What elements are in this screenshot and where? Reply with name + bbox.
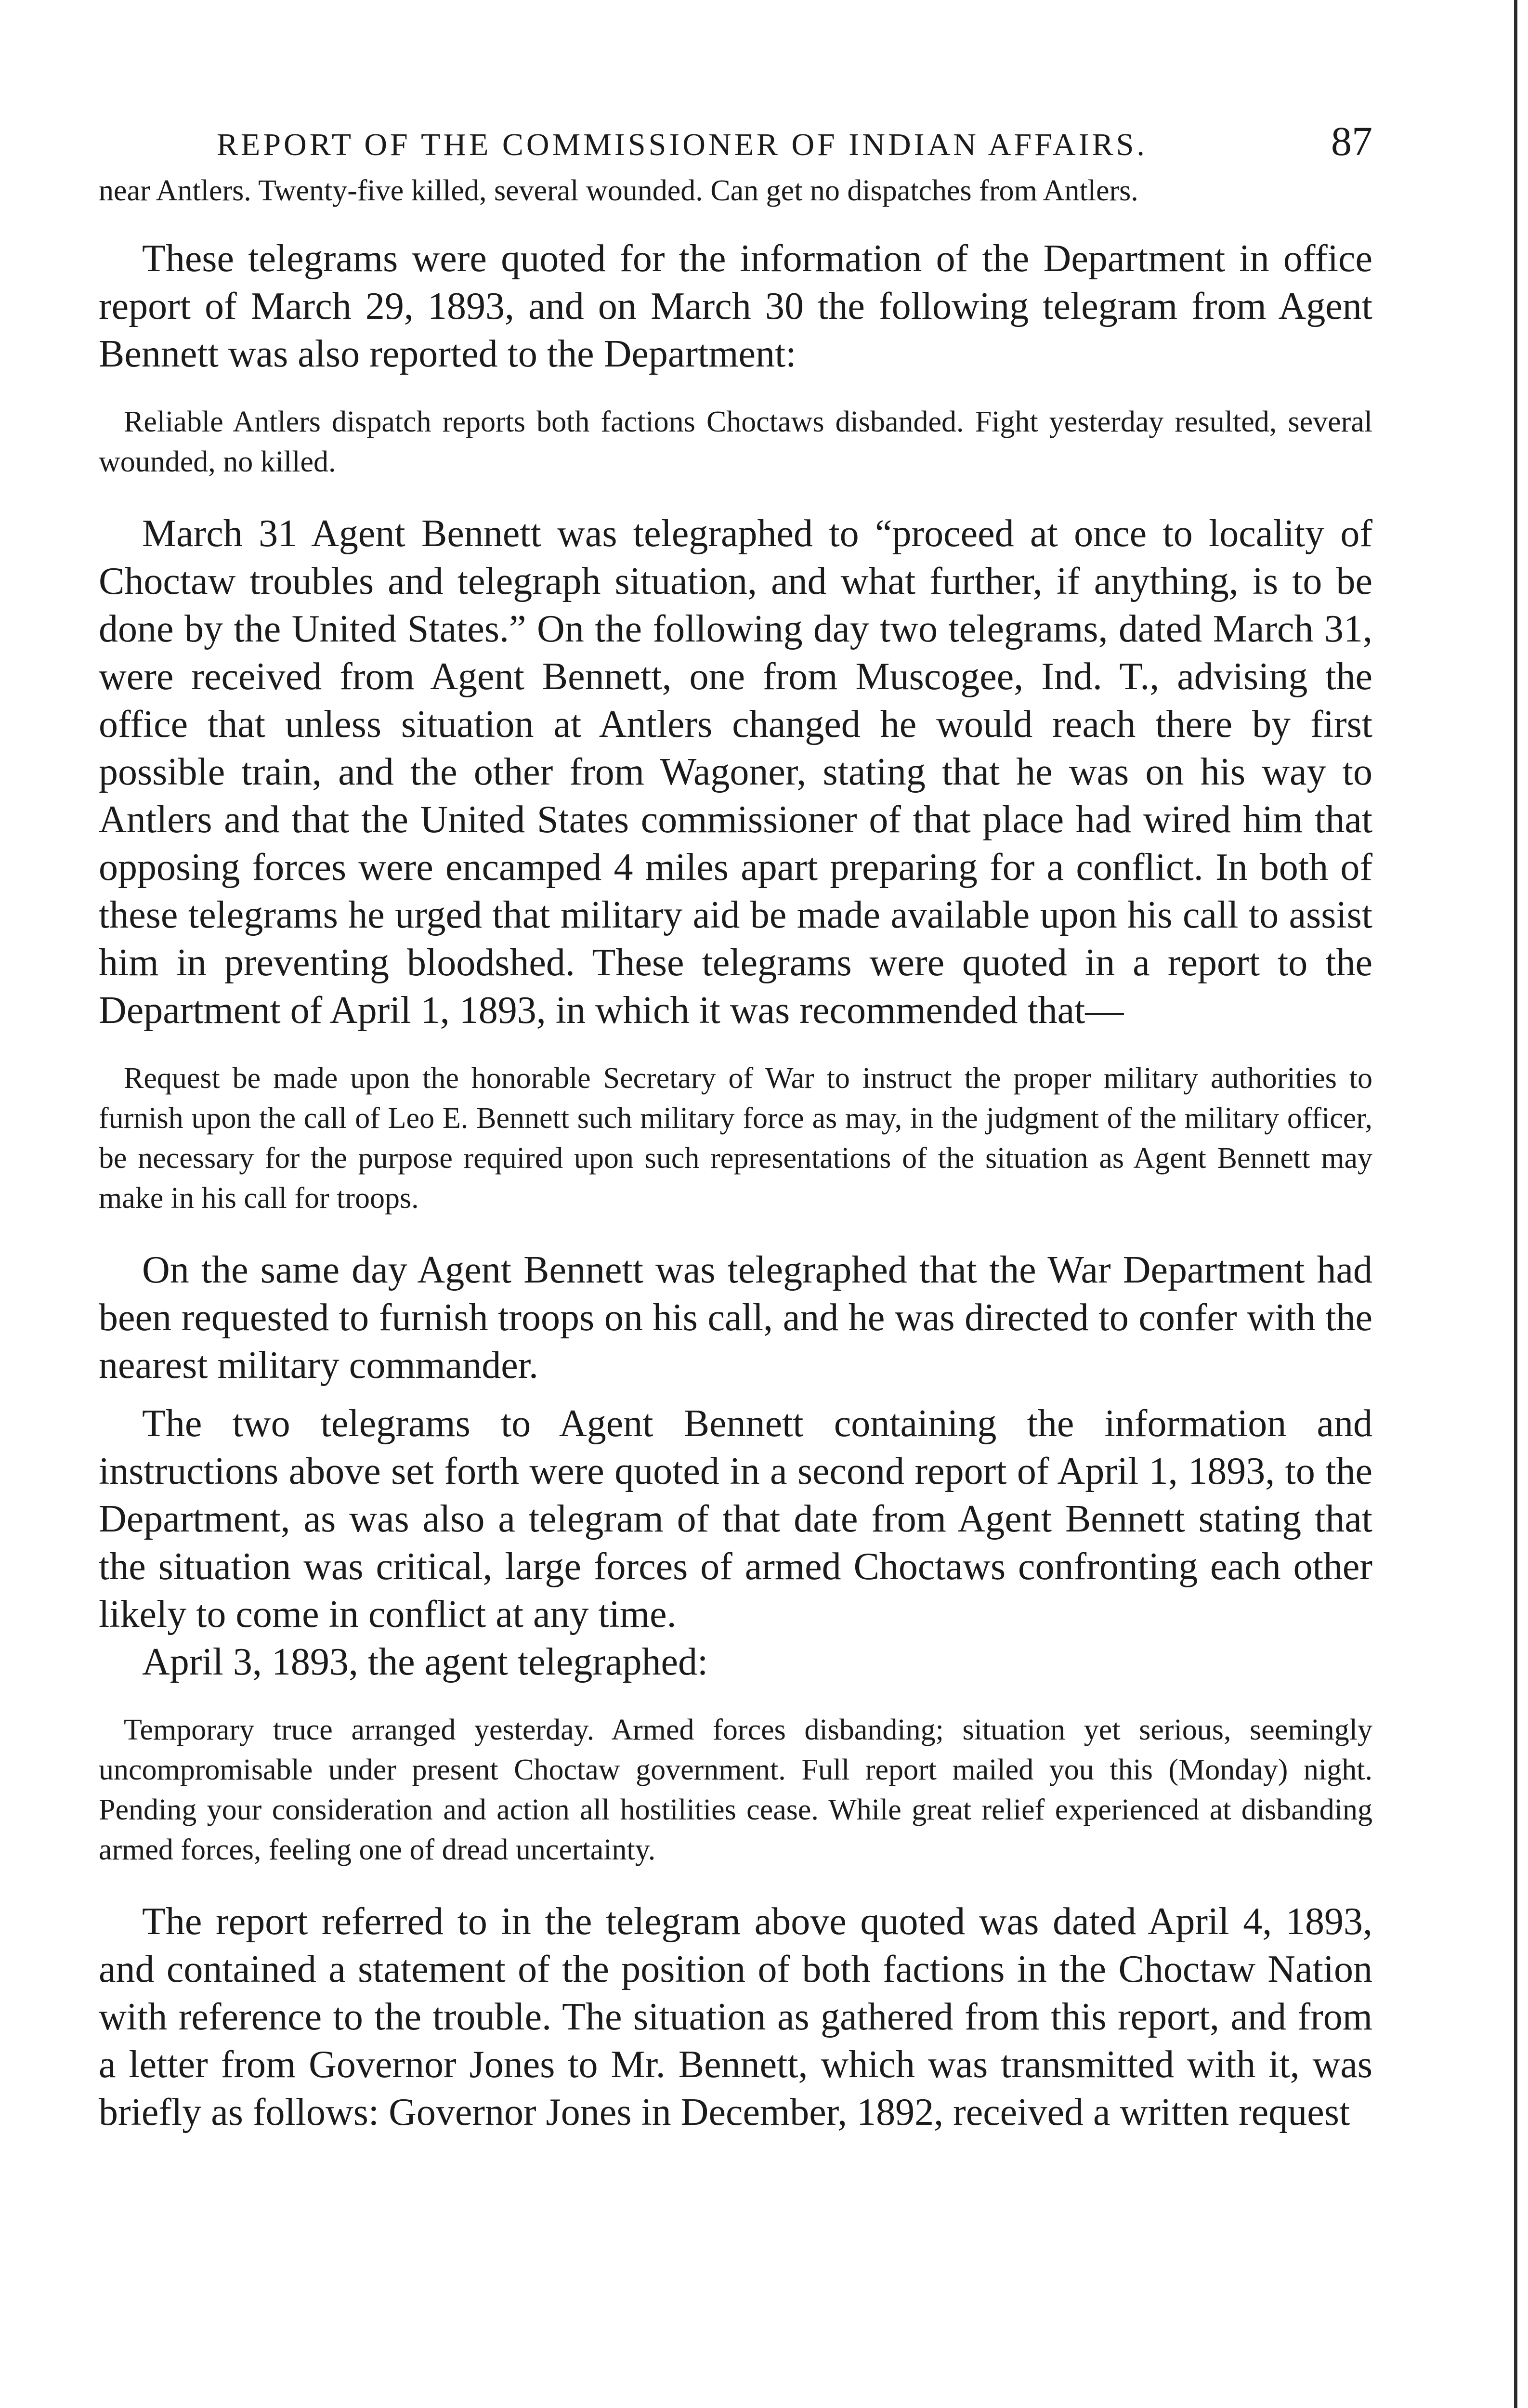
running-head xyxy=(99,108,1372,171)
paragraph: These telegrams were quoted for the information of the Department in office report of March 29, 1893, and on March 30 the following telegram from Agent Bennett was also reported to the Department: xyxy=(99,237,1372,375)
running-title: REPORT OF THE COMMISSIONER OF INDIAN AFFAIRS. xyxy=(217,127,1148,162)
paragraph: March 31 Agent Bennett was telegraphed to “proceed at once to locality of Choctaw troubles and telegraph situation, and what further, if anything, is to be done by the United States.” On the following day two telegrams, dated March 31, were received from Agent Bennett, one from Muscogee, Ind. T., advising the office that unless situation at Antlers changed he would reach there by first possible train, and the other from Wagoner, stating that he was on his way to Antlers and that the United States commissioner of that place had wired him that opposing forces were encamped 4 miles apart preparing for a conflict. In both of these telegrams he urged that military aid be made available upon his call to assist him in preventing bloodshed. These telegrams were quoted in a report to the Department of April 1, 1893, in which it was recommended that— xyxy=(99,512,1372,1032)
document-page xyxy=(99,108,1372,2136)
block-quote: Reliable Antlers dispatch reports both factions Choctaws disbanded. Fight yesterday resulted, several wounded, no killed. xyxy=(99,406,1372,478)
block-quote: Request be made upon the honorable Secretary of War to instruct the proper military authorities to furnish upon the call of Leo E. Bennett such military force as may, in the judgment of the military officer, be necessary for the purpose required upon such representations of the situation as Agent Bennett may make in his call for troops. xyxy=(99,1062,1372,1215)
page-edge xyxy=(1514,0,1517,2408)
paragraph: The report referred to in the telegram above quoted was dated April 4, 1893, and contained a statement of the position of both factions in the Choctaw Nation with reference to the trouble. The situation as gathered from this report, and from a letter from Governor Jones to Mr. Bennett, which was transmitted with it, was briefly as follows: Governor Jones in December, 1892, received a written request xyxy=(99,1900,1372,2133)
page-number: 87 xyxy=(1331,118,1372,164)
continued-quote: near Antlers. Twenty-five killed, several wounded. Can get no dispatches from Antlers. xyxy=(99,174,1138,207)
block-quote: Temporary truce arranged yesterday. Armed forces disbanding; situation yet serious, seemingly uncompromisable under present Choctaw government. Full report mailed you this (Monday) night. Pending your consideration and action all hostilities cease. While great relief experienced at disbanding armed forces, feeling one of dread uncertainty. xyxy=(99,1714,1372,1866)
paragraph: The two telegrams to Agent Bennett containing the information and instructions above set forth were quoted in a second report of April 1, 1893, to the Department, as was also a telegram of that date from Agent Bennett stating that the situation was critical, large forces of armed Choctaws confronting each other likely to come in conflict at any time. xyxy=(99,1402,1372,1636)
paragraph: April 3, 1893, the agent telegraphed: xyxy=(142,1641,708,1683)
paragraph: On the same day Agent Bennett was telegraphed that the War Department had been requested to furnish troops on his call, and he was directed to confer with the nearest military commander. xyxy=(99,1249,1372,1387)
